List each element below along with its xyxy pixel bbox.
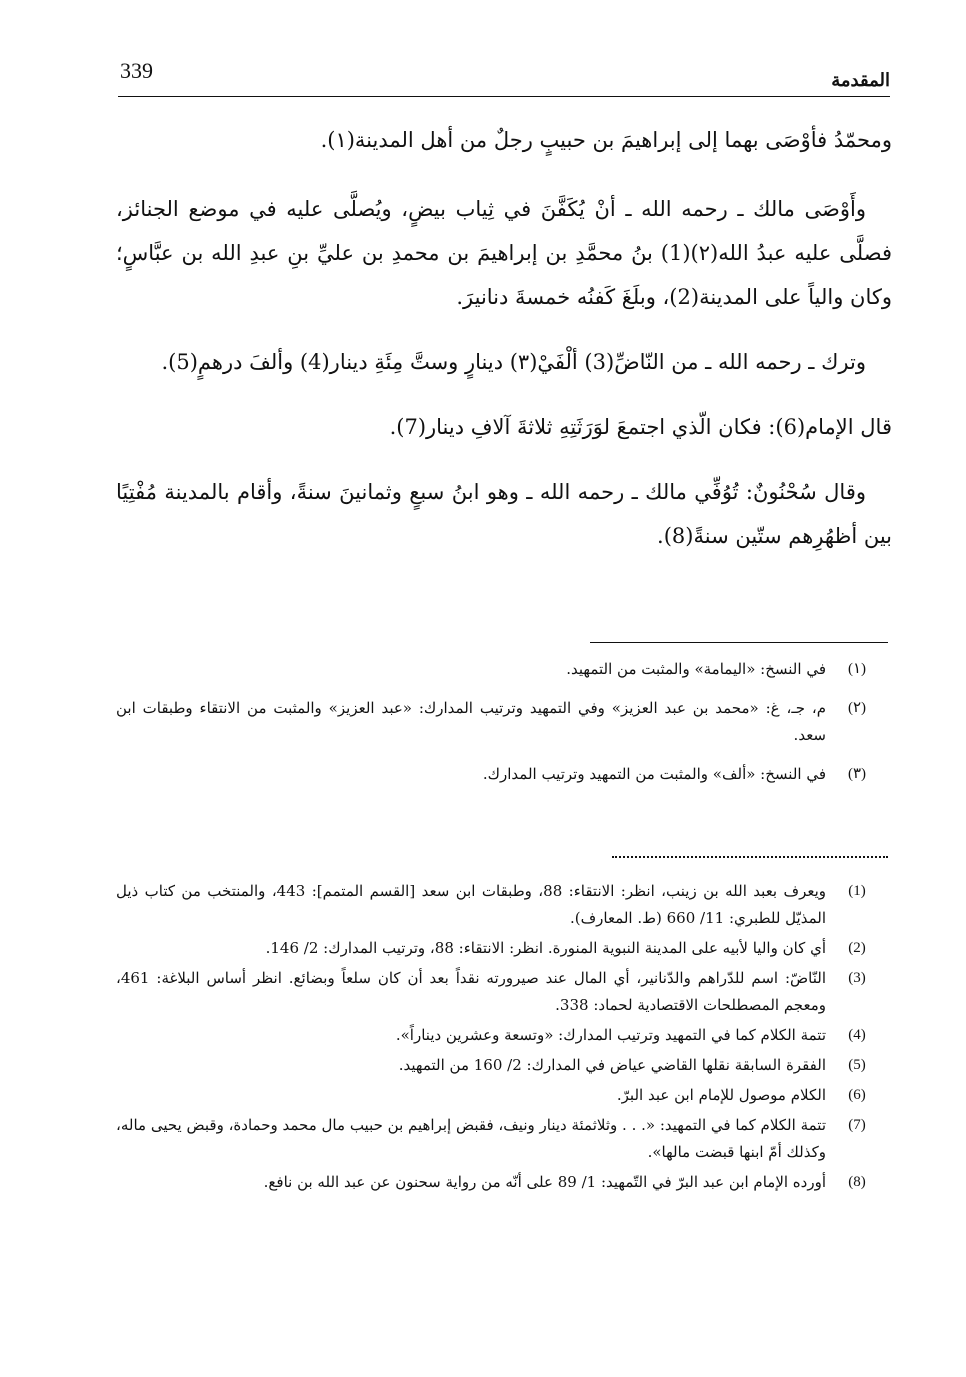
footnote: [116, 1082, 888, 1109]
footnote: [116, 1112, 888, 1166]
footnote: [116, 878, 888, 932]
page-number: 339: [120, 58, 153, 83]
paragraph: قال الإمام(6): فكان الّذي اجتمعَ لوَرَثَتِهِ ثلاثةَ آلافِ دينار(7).: [389, 415, 892, 439]
footnote-number: (١): [847, 661, 867, 677]
footnote-number: (3): [848, 970, 866, 986]
footnote-text: في النسخ: «ألف» والمثبت من التمهيد وترتيب المدارك.: [482, 765, 826, 783]
footnote: [116, 656, 888, 683]
paragraph: وترك ـ رحمه الله ـ من النّاضِّ(3) ألْفَيْ(٣) دينارٍ وستَّ مِئَةِ دينار(4) وألفَ درهمٍ(5).: [161, 350, 866, 374]
footnote: [116, 1052, 888, 1079]
footnote-text: في النسخ: «اليمامة» والمثبت من التمهيد.: [566, 660, 826, 678]
footnote-number: (4): [848, 1027, 866, 1043]
header-rule: [118, 96, 890, 97]
footnote: [116, 1022, 888, 1049]
footnote-number: (6): [848, 1087, 866, 1103]
footnote-number: (8): [848, 1174, 866, 1190]
manuscript-notes: [116, 656, 888, 800]
footnote-text: الكلام موصول للإمام ابن عبد البرّ.: [616, 1086, 826, 1104]
footnote-number: (٢): [847, 700, 867, 716]
paragraph: وقال سُحْنُونٌ: تُوُفِّي مالك ـ رحمه الله ـ وهو ابنُ سبعٍ وثمانينَ سنةً، وأقام بالمدينة مُفْتِيًا بين أظهُرِهم ستّين سنةً(8).: [116, 480, 892, 548]
footnote-number: (1): [848, 883, 866, 899]
footnote-number: (2): [848, 940, 866, 956]
paragraph: ومحمّدُ فأوْصَى بهما إلى إبراهيمَ بن حبيبٍ رجلٌ من أهل المدينة(١).: [320, 128, 892, 152]
footnote: [116, 1169, 888, 1196]
footnote-text: تتمة الكلام كما في التمهيد: «. . . وثلاثمئة دينار ونيف، فقبض إبراهيم بن حبيب مال محمد وحمادة، وقبض يحيى ماله، وكذلك أمّ ابنها قبضت مالها».: [116, 1116, 826, 1161]
editor-notes: [116, 878, 888, 1199]
footnote-text: أورده الإمام ابن عبد البرّ في التّمهيد: 1/ 89 على أنّه من رواية سحنون عن عبد الله بن نافع.: [263, 1173, 826, 1191]
footnote: [116, 695, 888, 749]
footnote-text: أي كان واليا لأبيه على المدينة النبوية المنورة. انظر: الانتقاء: 88، وترتيب المدارك: 2/ 146.: [265, 939, 826, 957]
footnote-number: (5): [848, 1057, 866, 1073]
paragraph: وأَوْصَى مالك ـ رحمه الله ـ أنْ يُكَفَّنَ في ثِياب بيضٍ، ويُصلَّى عليه في موضع الجنائز، فصلَّى عليه عبدُ الله(٢)(1) بنُ محمَّدِ بن إبراهيمَ بن محمدِ بن عليِّ بنِ عبدِ الله بن عبَّاسٍ؛ وكان والياً على المدينة(2)، وبلَغَ كَفنُه خمسةَ دنانيرَ.: [116, 197, 892, 309]
main-text: [116, 118, 892, 579]
footnote-dotted-separator: [612, 856, 888, 858]
running-title: المقدمة: [831, 70, 890, 91]
footnote-text: النّاضّ: اسم للدّراهم والدّنانير، أي المال عند صيرورته نقداً بعد أن كان سلعاً وبضائع. انظر أساس البلاغة: 461، ومعجم المصطلحات الاقتصادية لحماد: 338.: [116, 969, 826, 1014]
footnote-text: الفقرة السابقة نقلها القاضي عياض في المدارك: 2/ 160 من التمهيد.: [398, 1056, 826, 1074]
footnote-number: (٣): [847, 766, 867, 782]
footnote-text: م، جـ، غ: «محمد بن عبد العزيز» وفي التمهيد وترتيب المدارك: «عبد العزيز» والمثبت من الانتقاء وطبقات ابن سعد.: [116, 699, 826, 744]
footnote: [116, 761, 888, 788]
footnote: [116, 935, 888, 962]
footnote: [116, 965, 888, 1019]
footnote-text: ويعرف بعبد الله بن زينب، انظر: الانتقاء: 88، وطبقات ابن سعد [القسم المتمم]: 443، والمنتخب من كتاب ذيل المذيّل للطبري: 11/ 660 (ط. المعارف).: [116, 882, 827, 927]
footnote-number: (7): [848, 1117, 866, 1133]
footnote-text: تتمة الكلام كما في التمهيد وترتيب المدارك: «وتسعة وعشرين ديناراً».: [395, 1026, 826, 1044]
footnote-separator: [590, 642, 888, 643]
